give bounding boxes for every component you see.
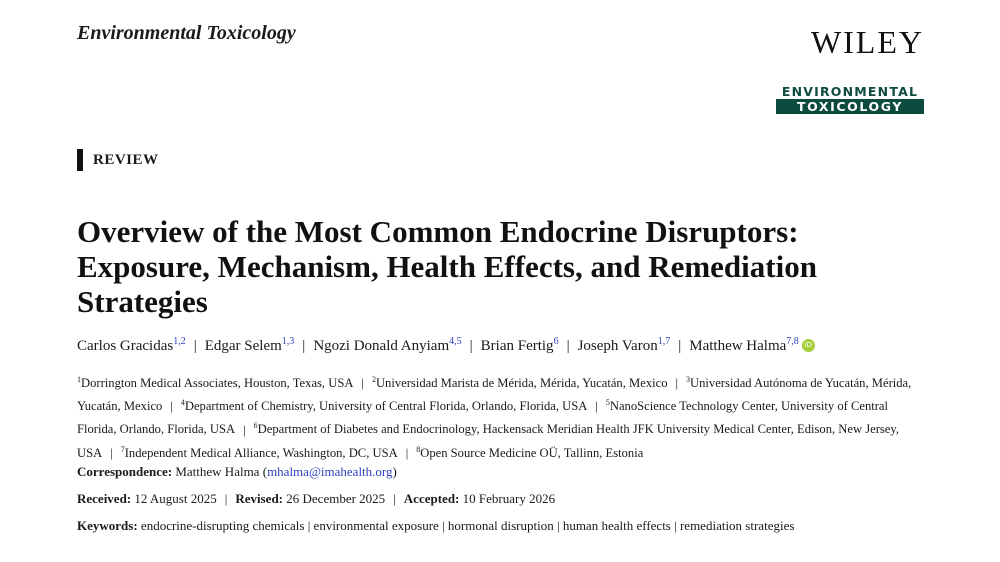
separator: | xyxy=(224,491,228,506)
affiliation-number: 2 xyxy=(371,375,376,384)
separator: | xyxy=(405,445,409,460)
email-link[interactable]: mhalma@imahealth.org xyxy=(267,464,393,479)
affiliation-text: Universidad Autónoma de Yucatán, Mérida, Yucatán, Mexico xyxy=(77,376,912,414)
author-name[interactable]: Brian Fertig xyxy=(480,338,554,354)
publisher-logo: WILEY xyxy=(810,24,924,60)
keywords-label: Keywords: xyxy=(77,518,138,533)
revised-label: Revised: xyxy=(235,491,284,506)
logo-line2: TOXICOLOGY xyxy=(776,99,924,114)
received-date: 12 August 2025 xyxy=(134,491,217,506)
accepted-label: Accepted: xyxy=(403,491,460,506)
separator: | xyxy=(595,399,598,414)
author-name[interactable]: Ngozi Donald Anyiam xyxy=(313,338,450,354)
affiliation-text: Independent Medical Alliance, Washington, DC, USA xyxy=(124,445,398,460)
correspondence-label: Correspondence: xyxy=(77,464,173,479)
author-name[interactable]: Edgar Selem xyxy=(204,338,282,354)
affiliation-text: NanoScience Technology Center, University of Central Florida, Orlando, Florida, USA xyxy=(77,399,889,437)
affiliation-text: Universidad Marista de Mérida, Mérida, Yucatán, Mexico xyxy=(375,376,668,391)
separator: | xyxy=(361,376,364,391)
author-affiliation-ref[interactable]: 4,5 xyxy=(449,336,462,347)
accepted-date: 10 February 2026 xyxy=(462,491,556,506)
separator: | xyxy=(193,338,197,354)
affiliation-number: 8 xyxy=(416,444,421,454)
keywords xyxy=(77,518,794,534)
correspondence: Correspondence: Matthew Halma (mhalma@imahealth.org) xyxy=(77,464,397,479)
separator: | xyxy=(243,422,246,437)
separator: | xyxy=(469,338,473,354)
dates xyxy=(77,491,555,507)
separator: | xyxy=(393,491,396,506)
article-title: Overview of the Most Common Endocrine Disruptors: Exposure, Mechanism, Health Effects, and Remediation Strategies xyxy=(77,214,817,319)
affiliation-text: Dorrington Medical Associates, Houston, Texas, USA xyxy=(81,376,354,391)
journal-logo xyxy=(776,85,924,114)
affiliation-text: Open Source Medicine OÜ, Tallinn, Estonia xyxy=(420,445,644,460)
separator: | xyxy=(110,445,113,460)
affiliation-number: 1 xyxy=(77,375,81,384)
separator: | xyxy=(170,399,173,414)
received-label: Received: xyxy=(77,491,132,506)
author-affiliation-ref[interactable]: 1,7 xyxy=(657,336,671,347)
separator: | xyxy=(566,338,570,354)
affiliation-number: 6 xyxy=(253,421,258,431)
correspondence-name: Matthew Halma xyxy=(175,464,260,479)
author-name[interactable]: Matthew Halma xyxy=(689,338,787,354)
affiliations xyxy=(77,370,927,463)
separator: | xyxy=(678,338,682,354)
author-affiliation-ref[interactable]: 1,3 xyxy=(281,336,295,347)
author-list xyxy=(77,336,815,355)
affiliation-number: 4 xyxy=(180,398,185,408)
separator: | xyxy=(302,338,306,354)
orcid-icon[interactable]: iD xyxy=(802,339,815,352)
author-name[interactable]: Joseph Varon xyxy=(577,338,658,354)
author-affiliation-ref[interactable]: 7,8 xyxy=(786,336,799,347)
article-type: REVIEW xyxy=(77,149,159,171)
logo-line1: ENVIRONMENTAL xyxy=(781,84,919,99)
author-affiliation-ref[interactable]: 6 xyxy=(553,336,559,347)
separator: | xyxy=(675,376,679,391)
affiliation-number: 7 xyxy=(120,444,125,454)
affiliation-text: Department of Diabetes and Endocrinology, Hackensack Meridian Health JFK University Medical Center, Edison, New Jersey, USA xyxy=(77,422,900,460)
author-name[interactable]: Carlos Gracidas xyxy=(77,338,174,354)
author-affiliation-ref[interactable]: 1,2 xyxy=(173,336,186,347)
affiliation-number: 5 xyxy=(605,398,610,408)
affiliation-number: 3 xyxy=(686,375,691,384)
revised-date: 26 December 2025 xyxy=(286,491,386,506)
journal-name: Environmental Toxicology xyxy=(77,22,296,44)
affiliation-text: Department of Chemistry, University of Central Florida, Orlando, Florida, USA xyxy=(184,399,588,414)
keywords-text: endocrine-disrupting chemicals | environmental exposure | hormonal disruption | human health effects | remediation strategies xyxy=(140,518,795,533)
